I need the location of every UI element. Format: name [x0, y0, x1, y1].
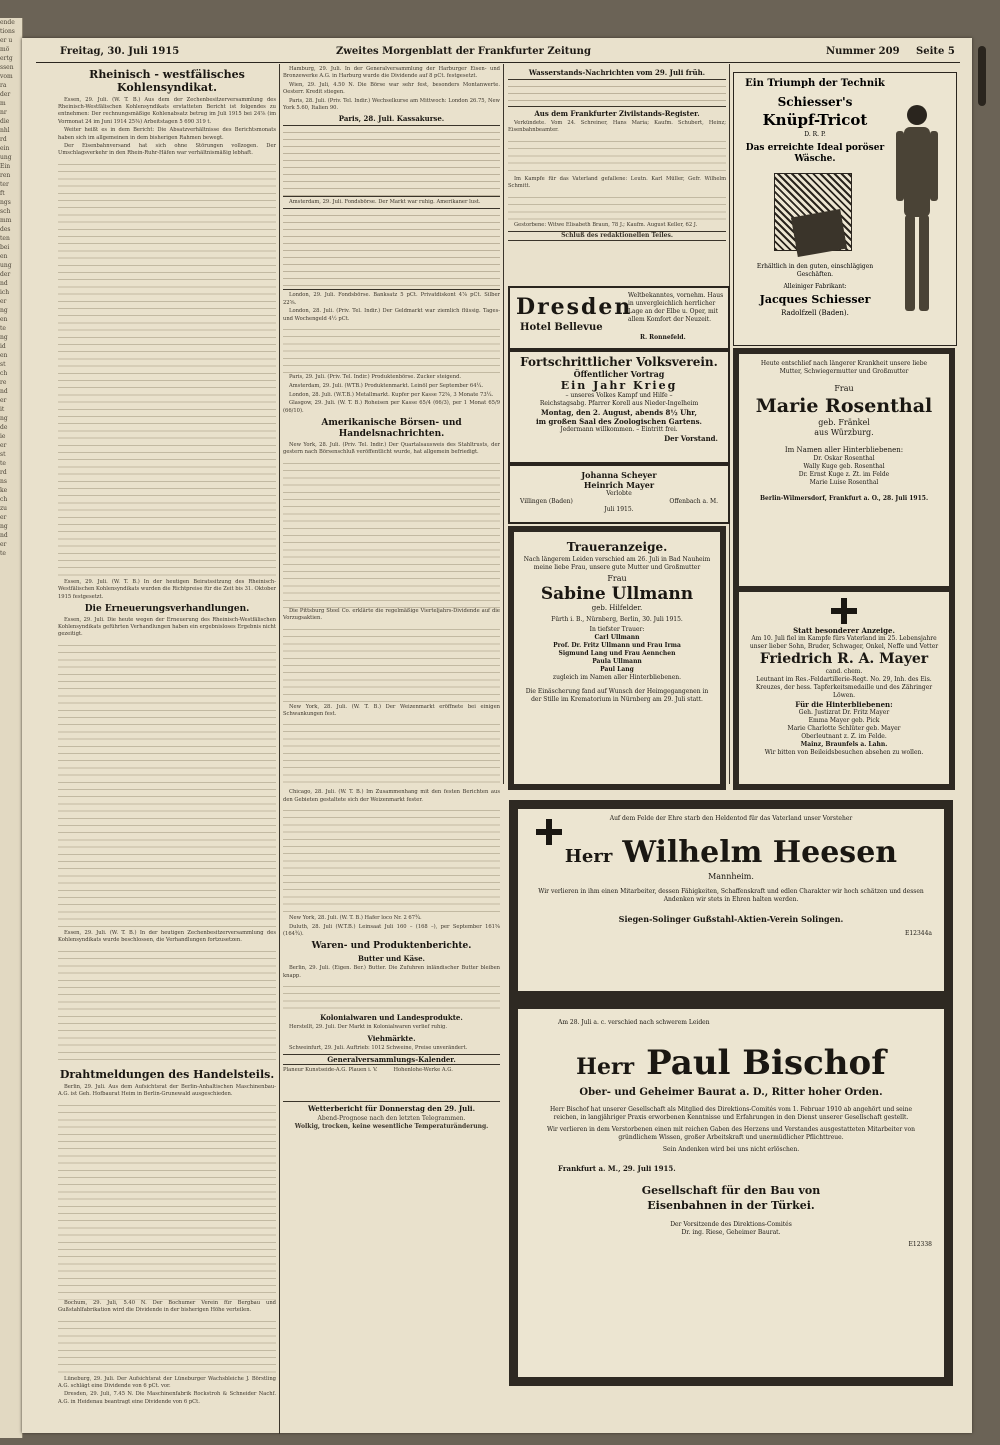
article-paragraph: London, 28. Juli. (Priv. Tel. Indir.) Der Geldmarkt war ziemlich flüssig. Tages- und Wochengeld 4½ pCt.: [283, 308, 500, 322]
mourner: Dr. Ernst Kuge z. Zt. im Felde: [798, 471, 890, 478]
text-body-filler: [283, 458, 500, 608]
article-paragraph: Amsterdam, 29. Juli. Fondsbörse. Der Markt war ruhig. Amerikaner lust.: [289, 199, 481, 206]
obituary-maiden-name: geb. Fränkel: [818, 418, 870, 427]
obituary-intro: Nach längerem Leiden verschied am 26. Juli in Bad Nauheim meine liebe Frau, unsere gute Mutter und Großmutter: [523, 556, 711, 571]
engagement-notice: [508, 464, 730, 524]
hotel-description: Weltbekanntes, vornehm. Haus in unvergleichlich herrlicher Lage an der Elbe u. Oper, mit allem Komfort der Neuzeit.: [628, 292, 724, 323]
article-paragraph: Lüneburg, 29. Juli. Der Aufsichtsrat der Lüneburger Wachsbleiche J. Börstling A.G. schlägt eine Dividende von 6 pCt. vor.: [58, 1375, 276, 1389]
obituary-text: Wir verlieren in dem Verstorbenen einen mit reichen Gaben des Herzens und Verstandes ausgestatteten Mitarbeiter von gründlichem Wissen, großer Arbeitskraft und unermüdlicher Pflichttreue.: [546, 1126, 916, 1141]
ad-maker-name: Jacques Schiesser: [759, 293, 871, 306]
obituary-bischof: [509, 1000, 953, 1386]
subsection-title: Kolonialwaren und Landesprodukte.: [320, 1013, 463, 1023]
register-entry: Im Kampfe für das Vaterland gefallene: Leutn. Karl Müller, Gefr. Wilhelm Schmitt.: [508, 175, 726, 190]
register-entry: Verkündete. Vom 24. Schreiner, Hans Maria; Kaufm. Schubert, Heinz; Eisenbahnbeamter.: [508, 120, 726, 134]
obituary-place-date: Berlin-Wilmersdorf, Frankfurt a. O., 28. Juli 1915.: [759, 495, 929, 502]
obituary-intro: Heute entschlief nach längerer Krankheit unsere liebe Mutter, Schwiegermutter und Großmutter: [760, 360, 928, 375]
article-paragraph: Paris, 29. Juli. (Priv. Tel. Indir.) Produktenbörse. Zucker steigend.: [289, 374, 462, 381]
mourner: zugleich im Namen aller Hinterbliebenen.: [552, 674, 682, 681]
weather-subtitle: Abend-Prognose nach den letzten Telegrammen.: [317, 1114, 466, 1122]
obituary-honorific: Herr: [564, 846, 613, 867]
text-body-filler: [58, 640, 276, 930]
schiesser-ad: [733, 72, 957, 346]
column-rule: [503, 64, 504, 784]
obituary-signatory-label: Der Vorsitzende des Direktions-Comités: [670, 1221, 792, 1228]
section-title: Amerikanische Börsen- und Handelsnachrichten.: [321, 417, 462, 439]
ad-headline: Ein Triumph der Technik: [745, 78, 885, 89]
text-body-filler: [283, 805, 500, 915]
mourner: Paul Lang: [600, 666, 634, 673]
column-1: [58, 66, 276, 1431]
article-paragraph: Berlin, 29. Juli. Aus dem Aufsichtsrat der Berlin-Anhaltischen Maschinenbau-A.G. ist Geh. Hofbaurat Heim in Berlin-Grunewald ausgeschieden.: [58, 1083, 276, 1097]
text-body-filler: [283, 624, 500, 704]
article-paragraph: London, 29. Juli. Fondsbörse. Banksatz 5 pCt. Privatdiskont 4⅞ pCt. Silber 22⅝.: [283, 292, 500, 306]
lecture-subtopic: – unseres Volkes Kampf und Hilfe –: [565, 392, 673, 399]
obituary-name: Marie Rosenthal: [755, 395, 933, 417]
price-table: [283, 125, 500, 197]
mourner: Emma Mayer geb. Pick: [808, 717, 880, 724]
article-paragraph: Essen, 29. Juli. Die heute wegen der Erneuerung des Rheinisch-Westfälischen Kohlensyndikats geführten Verhandlungen haben ein ergebnisloses Ergebnis nicht gezeitigt.: [58, 616, 276, 638]
header-edition: Zweites Morgenblatt der Frankfurter Zeitung: [336, 46, 591, 57]
text-body-filler: [58, 159, 276, 579]
engagement-city: Villingen (Baden): [520, 498, 573, 505]
column-3-news: [508, 66, 726, 276]
text-body-filler: [508, 192, 726, 222]
subsection-title: Viehmärkte.: [367, 1033, 416, 1043]
article-paragraph: Berlin, 29. Juli. (Eigen. Ber.) Butter. Die Zufuhren inländischer Butter bleiben knapp.: [283, 965, 500, 979]
obituary-heesen: [509, 800, 953, 1000]
water-level-table: [508, 79, 726, 107]
section-title: Drahtmeldungen des Handelsteils.: [59, 1067, 275, 1081]
lecture-signature: Der Vorstand.: [664, 434, 718, 443]
article-paragraph: London, 28. Juli. (W.T.B.) Metallmarkt. Kupfer per Kasse 72⅝, 3 Monate 73¼.: [289, 391, 494, 398]
article-paragraph: Essen, 29. Juli. (W. T. B.) Aus dem der Zechenbesitzerversammlung des Rheinisch-Westfälischen Kohlensyndikats erstatteten Bericht ist folgendes zu entnehmen: Der rechnungsmäßige Kohlenabsatz betrug im Juli 1915 bei 24⅞ (im Vormonat 24 im Juni 1914 25⅜) Arbeitstagen 5 690 319 t.: [58, 97, 276, 125]
weather-forecast: Wolkig, trocken, keine wesentliche Temperaturänderung.: [294, 1122, 489, 1130]
lecture-venue: im großen Saal des Zoologischen Gartens.: [536, 417, 702, 426]
weather-title: Wetterbericht für Donnerstag den 29. Juli.: [307, 1103, 476, 1113]
adjacent-page-strip: ende tions er u mö ertg ssen vom ra der m nr die nhl rd ein ung Ein ren ter ft ngs sch mm des ten bei en ung der nd ich er ng en te ng id en st ch re nd er it ng de ie er st te rd ns ke ch zu er ng nd er te: [0, 18, 23, 1438]
table-title: Paris, 28. Juli. Kassakurse.: [338, 114, 445, 124]
mourner: Oberleutnant z. Z. im Felde.: [801, 733, 887, 740]
article-paragraph: Amsterdam, 29. Juli. (WTB.) Produktenmarkt. Leinöl per September 64¼.: [289, 382, 484, 389]
header-number: Nummer 209: [826, 46, 900, 57]
mourner: Sigmund Lang und Frau Aennchen: [558, 650, 676, 657]
obituary-mourners-label: Für die Hinterbliebenen:: [795, 700, 893, 709]
article-paragraph: Essen, 29. Juli. (W. T. B.) In der heutigen Zechenbesitzerversammlung des Kohlensyndikats wurde beschlossen, die Verhandlungen fortzusetzen.: [58, 929, 276, 944]
obituary-text: Wir verlieren in ihm einen Mitarbeiter, dessen Fähigkeiten, Schaffenskraft und edlen Charakter wir hoch schätzen und dessen Andenken wir stets in Ehren halten werden.: [538, 888, 924, 903]
article-paragraph: Duluth, 28. Juli (W.T.B.) Leinsaat Juli 160 – (168 –), per September 161⅝ (164¾).: [283, 924, 500, 938]
engaged-person: Johanna Scheyer: [581, 470, 657, 480]
obituary-company: Siegen-Solinger Gußstahl-Aktien-Verein Solingen.: [618, 914, 844, 924]
obituary-title-line: Ober- und Geheimer Baurat a. D., Ritter hoher Orden.: [579, 1087, 883, 1098]
obituary-title: Statt besonderer Anzeige.: [793, 626, 895, 635]
article-paragraph: Hamburg, 29. Juli. In der Generalversammlung der Harburger Eisen- und Bronzewerke A.G. in Harburg wurde die Dividende auf 8 pCt. festgesetzt.: [283, 66, 500, 80]
obituary-ullmann: [508, 526, 726, 790]
lecture-label: Öffentlicher Vortrag: [573, 369, 665, 379]
binding-clip: [978, 46, 986, 106]
meeting-entry: Hohenlohe-Werke A.G.: [393, 1066, 453, 1073]
article-paragraph: Herstellt, 29. Juli. Der Markt in Kolonialwaren verlief ruhig.: [289, 1024, 447, 1031]
column-2: [283, 66, 500, 1431]
hotel-city: Dresden: [516, 294, 633, 320]
subsection-title: Butter und Käse.: [357, 954, 425, 964]
column-rule: [279, 64, 280, 1434]
article-title: Rheinisch - westfälisches Kohlensyndikat.: [89, 68, 245, 94]
ad-maker-city: Radolfzell (Baden).: [781, 309, 849, 317]
text-body-filler: [283, 324, 500, 374]
engagement-city: Offenbach a. M.: [669, 498, 718, 505]
text-body-filler: [58, 1100, 276, 1300]
obituary-text: Sein Andenken wird bei uns nicht erlöschen.: [662, 1146, 800, 1153]
obituary-city: aus Würzburg.: [814, 428, 874, 437]
product-box-image: [791, 209, 847, 257]
hotel-ad: [508, 286, 730, 350]
obituary-text: Herr Bischof hat unserer Gesellschaft als Mitglied des Direktions-Comités vom 1. Februar 1910 ab angehört und seine reichen, in langjähriger Praxis erworbenen Kenntnisse und Erfahrungen in den Dienst unserer Gesellschaft gestellt.: [549, 1106, 913, 1121]
article-paragraph: Die Pittsburg Steel Co. erklärte die regelmäßige Vierteljahrs-Dividende auf die Vorzugsaktien.: [283, 607, 500, 621]
obituary-intro: Am 28. Juli a. c. verschied nach schwerem Leiden: [558, 1019, 710, 1026]
mourner: Carl Ullmann: [594, 634, 640, 641]
article-paragraph: Paris, 28. Juli. (Priv. Tel. Indir.) Wechselkurse am Mittwoch: London 26.75, New York 5.60, Italien 90.: [283, 97, 500, 112]
section-title: Wasserstands-Nachrichten vom 29. Juli früh.: [528, 68, 706, 77]
ad-slogan: Das erreichte Ideal poröser Wäsche.: [745, 143, 885, 164]
lecture-organizer: Fortschrittlicher Volksverein.: [520, 355, 718, 369]
lecture-ad: [508, 350, 730, 464]
mourner: Geh. Justizrat Dr. Fritz Mayer: [798, 709, 890, 716]
lecture-date: Montag, den 2. August, abends 8½ Uhr,: [541, 408, 697, 417]
engagement-label: Verlobte: [606, 490, 632, 497]
ad-code: E12344a: [904, 930, 932, 937]
obituary-note: Wir bitten von Beileidsbesuchen absehen zu wollen.: [764, 749, 924, 756]
mourner: Prof. Dr. Fritz Ullmann und Frau Irma: [553, 642, 681, 649]
text-body-filler: [283, 719, 500, 789]
editorial-end-note: Schluß des redaktionellen Teiles.: [508, 231, 726, 241]
obituary-degree: cand. chem.: [825, 668, 863, 675]
iron-cross-icon: [536, 819, 562, 845]
text-body-filler: [58, 946, 276, 1066]
mourner: Paula Ullmann: [592, 658, 642, 665]
obituary-signatory: Dr. ing. Riese, Geheimer Baurat.: [681, 1229, 781, 1236]
section-title: Die Erneuerungsverhandlungen.: [84, 603, 250, 614]
obituary-honorific: Herr: [576, 1054, 635, 1080]
header-date: Freitag, 30. Juli 1915: [60, 46, 180, 57]
section-title: Waren- und Produktenberichte.: [311, 941, 472, 952]
obituary-rank: Leutnant im Res.-Feldartillerie-Regt. No. 29, Inh. des Eis. Kreuzes, der hess. Tapferkeitsmedaille und des Zähringer Löwen.: [755, 676, 933, 699]
obituary-rosenthal: [733, 348, 955, 592]
hotel-manager: R. Ronnefeld.: [640, 334, 686, 341]
obituary-place-date: Fürth i. B., Nürnberg, Berlin, 30. Juli 1915.: [551, 616, 683, 623]
obituary-company: Gesellschaft für den Bau von Eisenbahnen in der Türkei.: [641, 1184, 821, 1212]
lecture-topic: Ein Jahr Krieg: [560, 379, 678, 392]
lecture-note: Jedermann willkommen. – Eintritt frei.: [560, 426, 678, 433]
obituary-city: Mainz, Braunfels a. Lahn.: [800, 741, 888, 748]
hotel-name: Hotel Bellevue: [520, 322, 603, 333]
obituary-mourners-label: Im Namen aller Hinterbliebenen:: [784, 446, 904, 454]
ad-availability: Erhältlich in den guten, einschlägigen Geschäften.: [756, 263, 874, 278]
meeting-entry: Planeur Kunstseide-A.G. Plauen i. V.: [283, 1066, 378, 1073]
obituary-intro: Auf dem Felde der Ehre starb den Heldentod für das Vaterland unser Vorsteher: [609, 815, 853, 822]
article-paragraph: Chicago, 28. Juli. (W. T. B.) Im Zusammenhang mit den festen Berichten aus den Gebieten gestaltete sich der Weizenmarkt fester.: [283, 789, 500, 803]
article-paragraph: Dresden, 29. Juli, 7.45 N. Die Maschinenfabrik Rockstroh & Schneider Nachf. A.G. in Heidenau beantragt eine Dividende von 6 pCt.: [58, 1391, 276, 1405]
ad-code: E12338: [908, 1241, 932, 1248]
article-paragraph: New York, 28. Juli. (Priv. Tel. Indir.) Der Quartalsausweis des Stahltrusts, der gestern nach Börsenschluß veröffentlicht wurde, hat allgemein befriedigt.: [283, 441, 500, 455]
lecture-speaker: Reichstagsabg. Pfarrer Korell aus Nieder-Ingelheim: [539, 400, 699, 407]
article-paragraph: Der Eisenbahnversand hat sich ohne Störungen vollzogen. Der Umschlagsverkehr in den Rhein-Ruhr-Häfen war verhältnismäßig lebhaft.: [58, 143, 276, 157]
obituary-city: Mannheim.: [708, 872, 754, 881]
obituary-footnote: Die Einäscherung fand auf Wunsch der Heimgegangenen in der Stille im Krematorium in Nürnberg am 29. Juli statt.: [525, 688, 709, 703]
price-table: [283, 208, 500, 290]
page-header: [36, 46, 956, 60]
obituary-name: Sabine Ullmann: [540, 584, 694, 604]
section-title: Aus dem Frankfurter Zivilstands-Register.: [534, 109, 700, 118]
obituary-mourners-label: In tiefster Trauer:: [589, 626, 645, 633]
register-entry: Gestorbene: Witwe Elisabeth Braun, 78 J.; Kaufm. August Keller, 62 J.: [514, 221, 698, 228]
ad-brand: Schiesser's: [777, 95, 853, 109]
engaged-person: Heinrich Mayer: [583, 480, 655, 490]
article-paragraph: Glasgow, 29. Juli. (W. T. B.) Roheisen per Kasse 65/4 (66/3), per 1 Monat 65/9 (66/10).: [283, 400, 500, 414]
obituary-mayer: [733, 586, 955, 790]
obituary-title: Traueranzeige.: [566, 540, 668, 554]
article-paragraph: Essen, 29. Juli. (W. T. B.) In der heutigen Beiratssitzung des Rheinisch-Westfälischen Kohlensyndikats wurden die Richtpreise für die Zeit bis 31. Oktober 1915 festgesetzt.: [58, 579, 276, 600]
mourner: Marie Charlotte Schlüter geb. Mayer: [787, 725, 901, 732]
obituary-place-date: Frankfurt a. M., 29. Juli 1915.: [558, 1164, 676, 1173]
article-paragraph: Bochum, 29. Juli, 5.40 N. Der Bochumer Verein für Bergbau und Gußstahlfabrikation wird die Dividende in der bisherigen Höhe verteilen.: [58, 1299, 276, 1313]
article-paragraph: Schweinfurt, 29. Juli. Auftrieb: 1012 Schweine, Preise unverändert.: [289, 1044, 468, 1051]
text-body-filler: [283, 981, 500, 1011]
obituary-maiden-name: geb. Hilfelder.: [591, 604, 643, 612]
text-body-filler: [508, 136, 726, 176]
article-paragraph: New York, 28. Juli. (W. T. B.) Hafer loco Nr. 2 67¾.: [289, 915, 422, 922]
section-title: Generalversammlungs-Kalender.: [283, 1054, 500, 1065]
obituary-honorific: Frau: [607, 574, 627, 583]
mourner: Marie Luise Rosenthal: [809, 479, 879, 486]
engagement-date: Juli 1915.: [604, 506, 634, 513]
iron-cross-icon: [831, 598, 857, 624]
man-in-underwear-illustration: [894, 101, 940, 321]
text-body-filler: [58, 1316, 276, 1376]
ad-product: Knüpf-Tricot: [762, 111, 868, 129]
obituary-name: Wilhelm Heesen: [622, 835, 898, 870]
article-paragraph: Wien, 29. Juli, 4.50 N. Die Börse war sehr fest, besonders Montanwerte. Oesterr. Kredit stiegen.: [283, 81, 500, 96]
obituary-honorific: Frau: [834, 384, 854, 393]
obituary-name: Paul Bischof: [646, 1043, 886, 1083]
header-rule: [36, 62, 960, 63]
article-paragraph: New York, 28. Juli. (W. T. B.) Der Weizenmarkt eröffnete bei einigen Schwankungen fest.: [283, 703, 500, 717]
mourner: Wally Kuge geb. Rosenthal: [803, 463, 885, 470]
article-paragraph: Weiter heißt es in dem Bericht: Die Absatzverhältnisse des Berichtsmonats haben sich im allgemeinen in dem bisherigen Rahmen bewegt.: [58, 127, 276, 141]
ad-maker-label: Alleiniger Fabrikant:: [783, 283, 847, 290]
obituary-intro: Am 10. Juli fiel im Kampfe fürs Vaterland im 25. Lebensjahre unser lieber Sohn, Bruder, Schwager, Onkel, Neffe und Vetter: [749, 635, 939, 650]
obituary-name: Friedrich R. A. Mayer: [759, 651, 929, 667]
mourner: Dr. Oskar Rosenthal: [813, 455, 875, 462]
ad-patent: D. R. P.: [804, 131, 826, 138]
header-page: Seite 5: [916, 46, 955, 57]
